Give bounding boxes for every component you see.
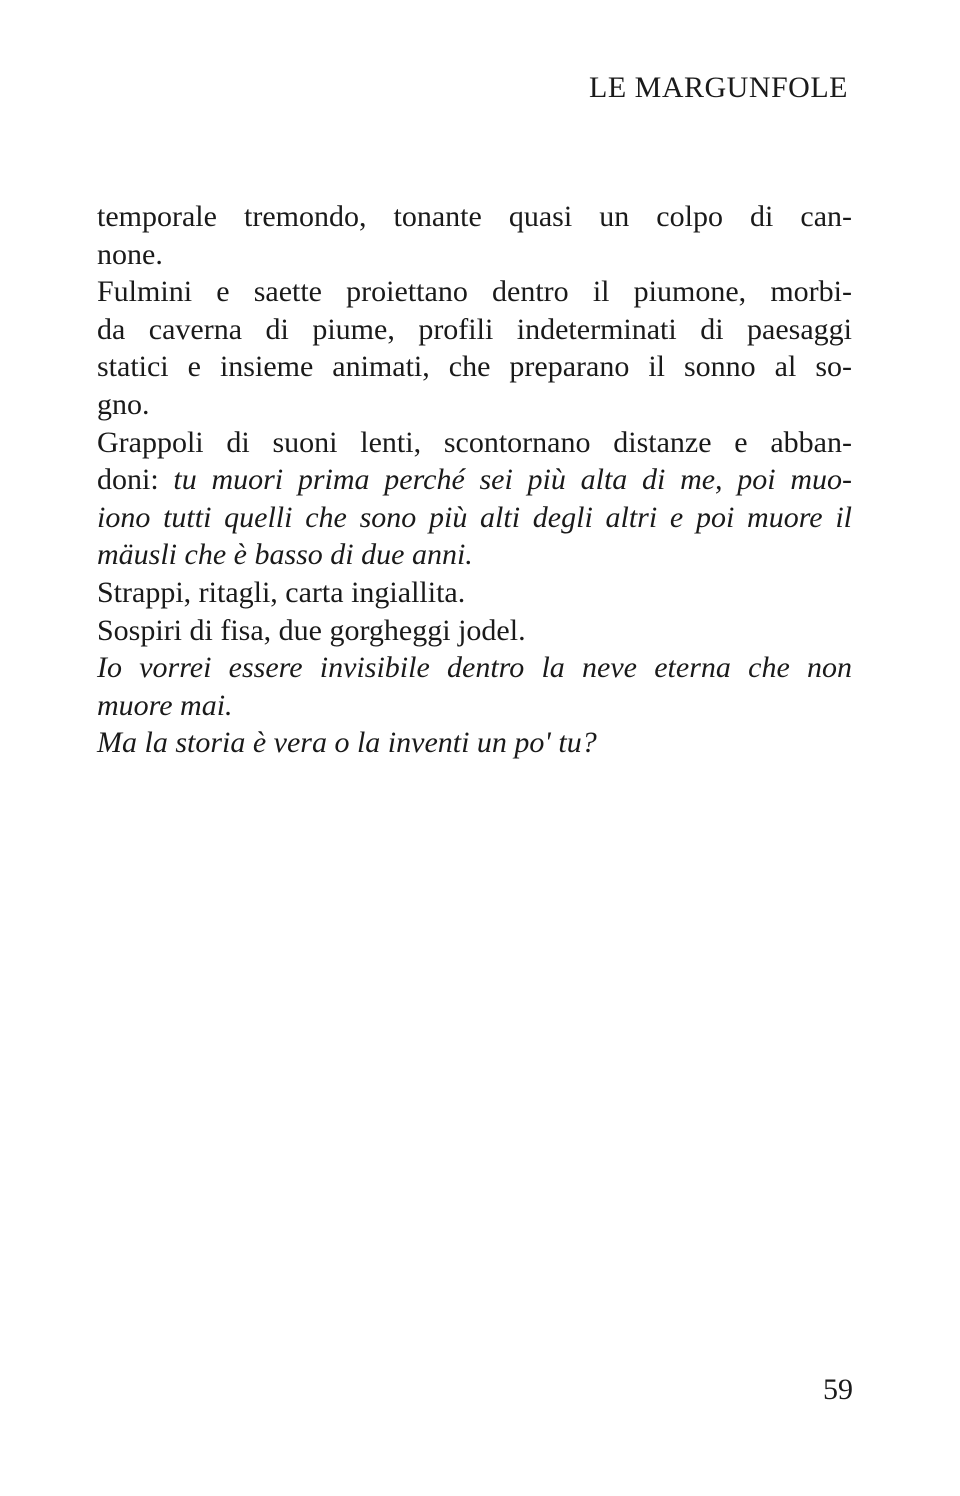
text-line: Fulmini e saette proiettano dentro il piumone, morbi- — [97, 275, 852, 309]
text-roman: doni: — [97, 463, 174, 497]
text-line: Grappoli di suoni lenti, scontornano distanze e abban- — [97, 425, 852, 459]
text-line: Sospiri di fisa, due gorgheggi jodel. — [97, 613, 526, 647]
text-italic: tu muori prima perché sei più alta di me, poi muo- — [173, 463, 853, 497]
text-line: da caverna di piume, profili indeterminati di paesaggi — [97, 312, 852, 346]
page-number: 59 — [823, 1373, 853, 1406]
text-line: statici e insieme animati, che preparano il sonno al so- — [97, 350, 852, 384]
text-line: Strappi, ritagli, carta ingiallita. — [97, 575, 466, 609]
running-head: LE MARGUNFOLE — [589, 71, 848, 104]
body-text — [97, 198, 852, 762]
text-line-italic: Io vorrei essere invisibile dentro la neve eterna che non — [97, 651, 852, 685]
text-line-italic: Ma la storia è vera o la inventi un po' tu? — [97, 726, 597, 760]
text-line: temporale tremondo, tonante quasi un colpo di can- — [97, 200, 852, 233]
text-line — [97, 461, 852, 499]
text-line-italic: mäusli che è basso di due anni. — [97, 538, 473, 572]
text-line-italic: muore mai. — [97, 688, 233, 722]
text-line: gno. — [97, 387, 150, 421]
text-line: none. — [97, 237, 163, 271]
text-line-italic: iono tutti quelli che sono più alti degli altri e poi muore il — [97, 500, 852, 534]
